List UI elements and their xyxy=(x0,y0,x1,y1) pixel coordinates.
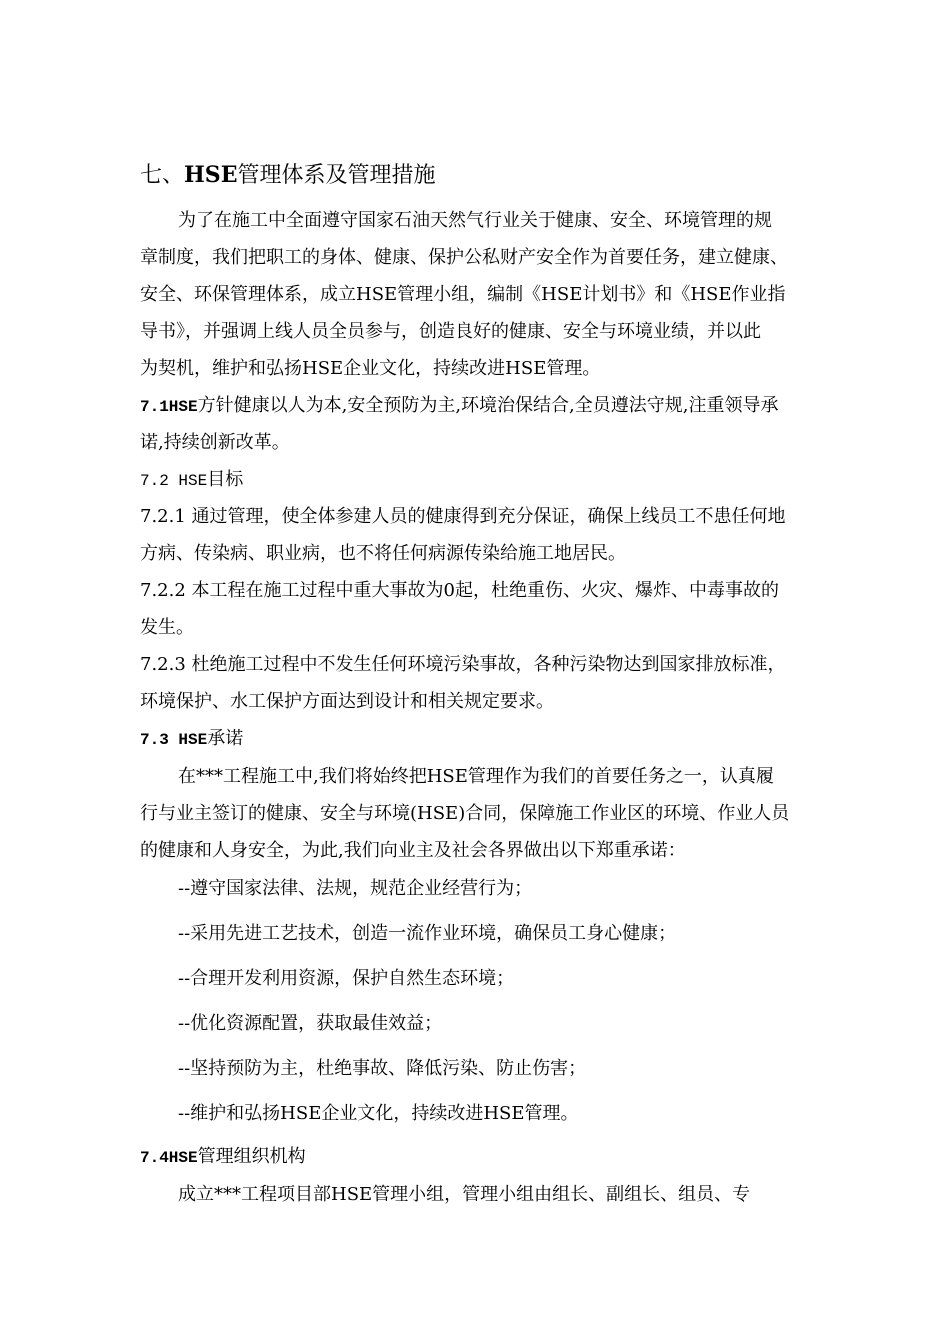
promise-item: --采用先进工艺技术，创造一流作业环境，确保员工身心健康； xyxy=(178,923,677,944)
promise-item: --优化资源配置，获取最佳效益； xyxy=(178,1013,443,1034)
promise-item: --维护和弘扬HSE企业文化，持续改进HSE管理。 xyxy=(178,1103,579,1124)
intro-line-3: 安全、环保管理体系，成立HSE管理小组，编制《HSE计划书》和《HSE作业指 xyxy=(140,284,786,305)
promise-item: --合理开发利用资源，保护自然生态环境； xyxy=(178,968,515,989)
s72-title: 目标 xyxy=(207,469,244,490)
s71-line-1 xyxy=(140,393,830,420)
s723-line-2: 环境保护、水工保护方面达到设计和相关规定要求。 xyxy=(140,691,554,712)
intro-line-5: 为契机，维护和弘扬HSE企业文化，持续改进HSE管理。 xyxy=(140,358,601,379)
s74-line-1: 成立***工程项目部HSE管理小组，管理小组由组长、副组长、组员、专 xyxy=(178,1184,751,1205)
s71-text: 方针健康以人为本,安全预防为主,环境治保结合,全员遵法守规,注重领导承 xyxy=(197,395,779,416)
s74-title: 管理组织机构 xyxy=(197,1146,306,1167)
s722-line-1: 7.2.2 本工程在施工过程中重大事故为0起，杜绝重伤、火灾、爆炸、中毒事故的 xyxy=(140,580,779,601)
s721-line-2: 方病、传染病、职业病，也不将任何病源传染给施工地居民。 xyxy=(140,543,626,564)
title-prefix: 七、 xyxy=(140,163,185,188)
s73-number: 7.3 HSE xyxy=(140,731,208,749)
s721-line-1: 7.2.1 通过管理，使全体参建人员的健康得到充分保证，确保上线员工不患任何地 xyxy=(140,506,786,527)
s722-line-2: 发生。 xyxy=(140,617,194,638)
s73-line-3: 的健康和人身安全，为此,我们向业主及社会各界做出以下郑重承诺： xyxy=(140,840,686,861)
title-en: HSE xyxy=(184,162,238,188)
s72-number: 7.2 HSE xyxy=(140,472,208,490)
intro-line-4: 导书》，并强调上线人员全员参与，创造良好的健康、安全与环境业绩，并以此 xyxy=(140,321,761,342)
section-title xyxy=(140,162,830,189)
s73-line-1: 在***工程施工中,我们将始终把HSE管理作为我们的首要任务之一，认真履 xyxy=(178,766,774,787)
s73-heading xyxy=(140,726,830,753)
title-rest: 管理体系及管理措施 xyxy=(237,163,436,188)
s73-title: 承诺 xyxy=(207,728,244,749)
promise-item: --遵守国家法律、法规，规范企业经营行为； xyxy=(178,878,533,899)
promise-item: --坚持预防为主，杜绝事故、降低污染、防止伤害； xyxy=(178,1058,587,1079)
s71-line-2: 诺,持续创新改革。 xyxy=(140,432,290,453)
s74-number: 7.4HSE xyxy=(140,1149,198,1167)
intro-line-2: 章制度，我们把职工的身体、健康、保护公私财产安全作为首要任务，建立健康、 xyxy=(140,247,788,268)
s71-number: 7.1HSE xyxy=(140,398,198,416)
s73-line-2: 行与业主签订的健康、安全与环境(HSE)合同，保障施工作业区的环境、作业人员 xyxy=(140,803,790,824)
s72-heading xyxy=(140,467,830,494)
s723-line-1: 7.2.3 杜绝施工过程中不发生任何环境污染事故，各种污染物达到国家排放标准， xyxy=(140,654,786,675)
intro-line-1: 为了在施工中全面遵守国家石油天然气行业关于健康、安全、环境管理的规 xyxy=(178,210,772,231)
s74-heading xyxy=(140,1144,830,1171)
